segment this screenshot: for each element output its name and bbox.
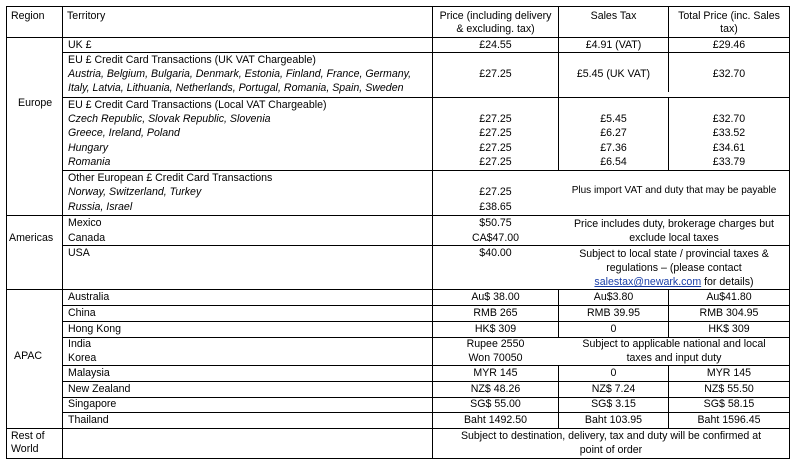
territory-norway-switzerland-turkey: Norway, Switzerland, Turkey [68,186,202,198]
tax-singapore: SG$ 3.15 [591,398,636,410]
total-hungary: £34.61 [712,142,746,154]
note-usa-tail: for details) [701,276,754,288]
grid-line [62,6,63,458]
price-new-zealand: NZ$ 48.26 [470,383,521,395]
total-romania: £33.79 [712,156,746,168]
note-usa-line3 [559,275,789,289]
total-hong-kong: HK$ 309 [708,323,750,335]
tax-greece-ireland-poland: £6.27 [600,127,627,139]
group-title-eu-local-vat: EU £ Credit Card Transactions (Local VAT Chargeable) [68,99,327,111]
total-malaysia: MYR 145 [706,367,752,379]
note-mexico-canada-line2: exclude local taxes [629,232,719,244]
note-rest-of-world-line2: point of order [579,444,643,456]
price-eu-uk-vat: £27.25 [479,68,512,80]
grid-line [6,6,7,458]
tax-hungary: £7.36 [600,142,627,154]
price-canada: CA$47.00 [471,232,520,244]
header-total: Total Price (inc. Sales tax) [678,10,780,35]
tax-malaysia: 0 [610,367,617,379]
territory-greece-ireland-poland: Greece, Ireland, Poland [68,127,180,139]
total-new-zealand: NZ$ 55.50 [704,383,754,395]
grid-line [62,245,790,246]
territory-thailand: Thailand [68,414,109,426]
note-india-korea-line2: taxes and input duty [626,352,722,364]
note-rest-of-world-line1: Subject to destination, delivery, tax and duty will be confirmed at [460,430,762,442]
territory-china: China [68,307,96,319]
price-australia: Au$ 38.00 [471,291,520,303]
tax-australia: Au$3.80 [593,291,634,303]
tax-china: RMB 39.95 [587,307,640,319]
territory-czech-slovak-slovenia: Czech Republic, Slovak Republic, Slovenia [68,113,271,125]
group-title-eu-uk-vat: EU £ Credit Card Transactions (UK VAT Chargeable) [68,54,316,66]
price-greece-ireland-poland: £27.25 [479,127,512,139]
territory-new-zealand: New Zealand [68,383,131,395]
total-thailand: Baht 1596.45 [697,414,761,426]
total-czech-slovak-slovenia: £32.70 [712,113,746,125]
territory-malaysia: Malaysia [68,367,110,379]
price-india: Rupee 2550 [466,338,525,350]
grid-line [6,6,790,7]
grid-line [6,215,790,216]
header-price: Price (including delivery & excluding. tax) [439,10,552,35]
price-thailand: Baht 1492.50 [463,414,528,426]
note-mexico-canada-line1: Price includes duty, brokerage charges but [573,218,775,230]
region-americas: Americas [9,232,54,244]
grid-line [6,458,790,459]
total-china: RMB 304.95 [699,307,759,319]
region-rest-of-world: Rest of World [11,430,45,455]
territory-eu-uk-vat-line2: Italy, Latvia, Lithuania, Netherlands, Portugal, Romania, Spain, Sweden [68,82,404,94]
tax-hong-kong: 0 [610,323,617,335]
grid-line [789,6,790,458]
region-apac: APAC [14,350,43,362]
price-malaysia: MYR 145 [473,367,518,379]
price-hungary: £27.25 [479,142,512,154]
region-europe: Europe [18,97,53,109]
tax-eu-uk-vat: £5.45 (UK VAT) [576,68,651,80]
territory-hungary: Hungary [68,142,109,154]
territory-korea: Korea [68,352,97,364]
price-czech-slovak-slovenia: £27.25 [479,113,512,125]
price-romania: £27.25 [479,156,512,168]
total-uk: £29.46 [712,39,746,51]
tax-romania: £6.54 [600,156,627,168]
price-norway-switzerland-turkey: £27.25 [479,186,512,198]
territory-mexico: Mexico [68,217,102,229]
group-title-other-european: Other European £ Credit Card Transactions [68,172,273,184]
price-korea: Won 70050 [468,352,523,364]
note-india-korea-line1: Subject to applicable national and local [582,338,766,350]
tax-thailand: Baht 103.95 [584,414,643,426]
header-sales-tax: Sales Tax [590,10,637,22]
price-usa: $40.00 [479,247,512,259]
total-eu-uk-vat: £32.70 [712,68,746,80]
sales-tax-email-link[interactable]: salestax@newark.com [594,276,702,288]
total-greece-ireland-poland: £33.52 [712,127,746,139]
price-hong-kong: HK$ 309 [474,323,517,335]
note-usa-line1: Subject to local state / provincial taxes & [579,248,769,260]
total-australia: Au$41.80 [706,291,752,303]
territory-usa: USA [68,247,90,259]
header-region: Region [11,10,45,22]
tax-new-zealand: NZ$ 7.24 [591,383,636,395]
territory-uk: UK £ [68,39,92,51]
note-other-european: Plus import VAT and duty that may be payable [571,185,777,196]
price-singapore: SG$ 55.00 [470,398,521,410]
territory-australia: Australia [68,291,110,303]
price-china: RMB 265 [473,307,518,319]
price-uk: £24.55 [479,39,512,51]
territory-singapore: Singapore [68,398,117,410]
price-russia-israel: £38.65 [479,201,512,213]
territory-romania: Romania [68,156,111,168]
total-singapore: SG$ 58.15 [703,398,755,410]
territory-russia-israel: Russia, Israel [68,201,133,213]
territory-hong-kong: Hong Kong [68,323,122,335]
tax-uk: £4.91 (VAT) [585,39,642,51]
header-territory: Territory [67,10,106,22]
tax-czech-slovak-slovenia: £5.45 [600,113,627,125]
territory-india: India [68,338,91,350]
territory-canada: Canada [68,232,106,244]
note-usa-line2: regulations – (please contact [606,262,742,274]
price-mexico: $50.75 [479,217,512,229]
territory-eu-uk-vat-line1: Austria, Belgium, Bulgaria, Denmark, Estonia, Finland, France, Germany, [68,68,412,80]
